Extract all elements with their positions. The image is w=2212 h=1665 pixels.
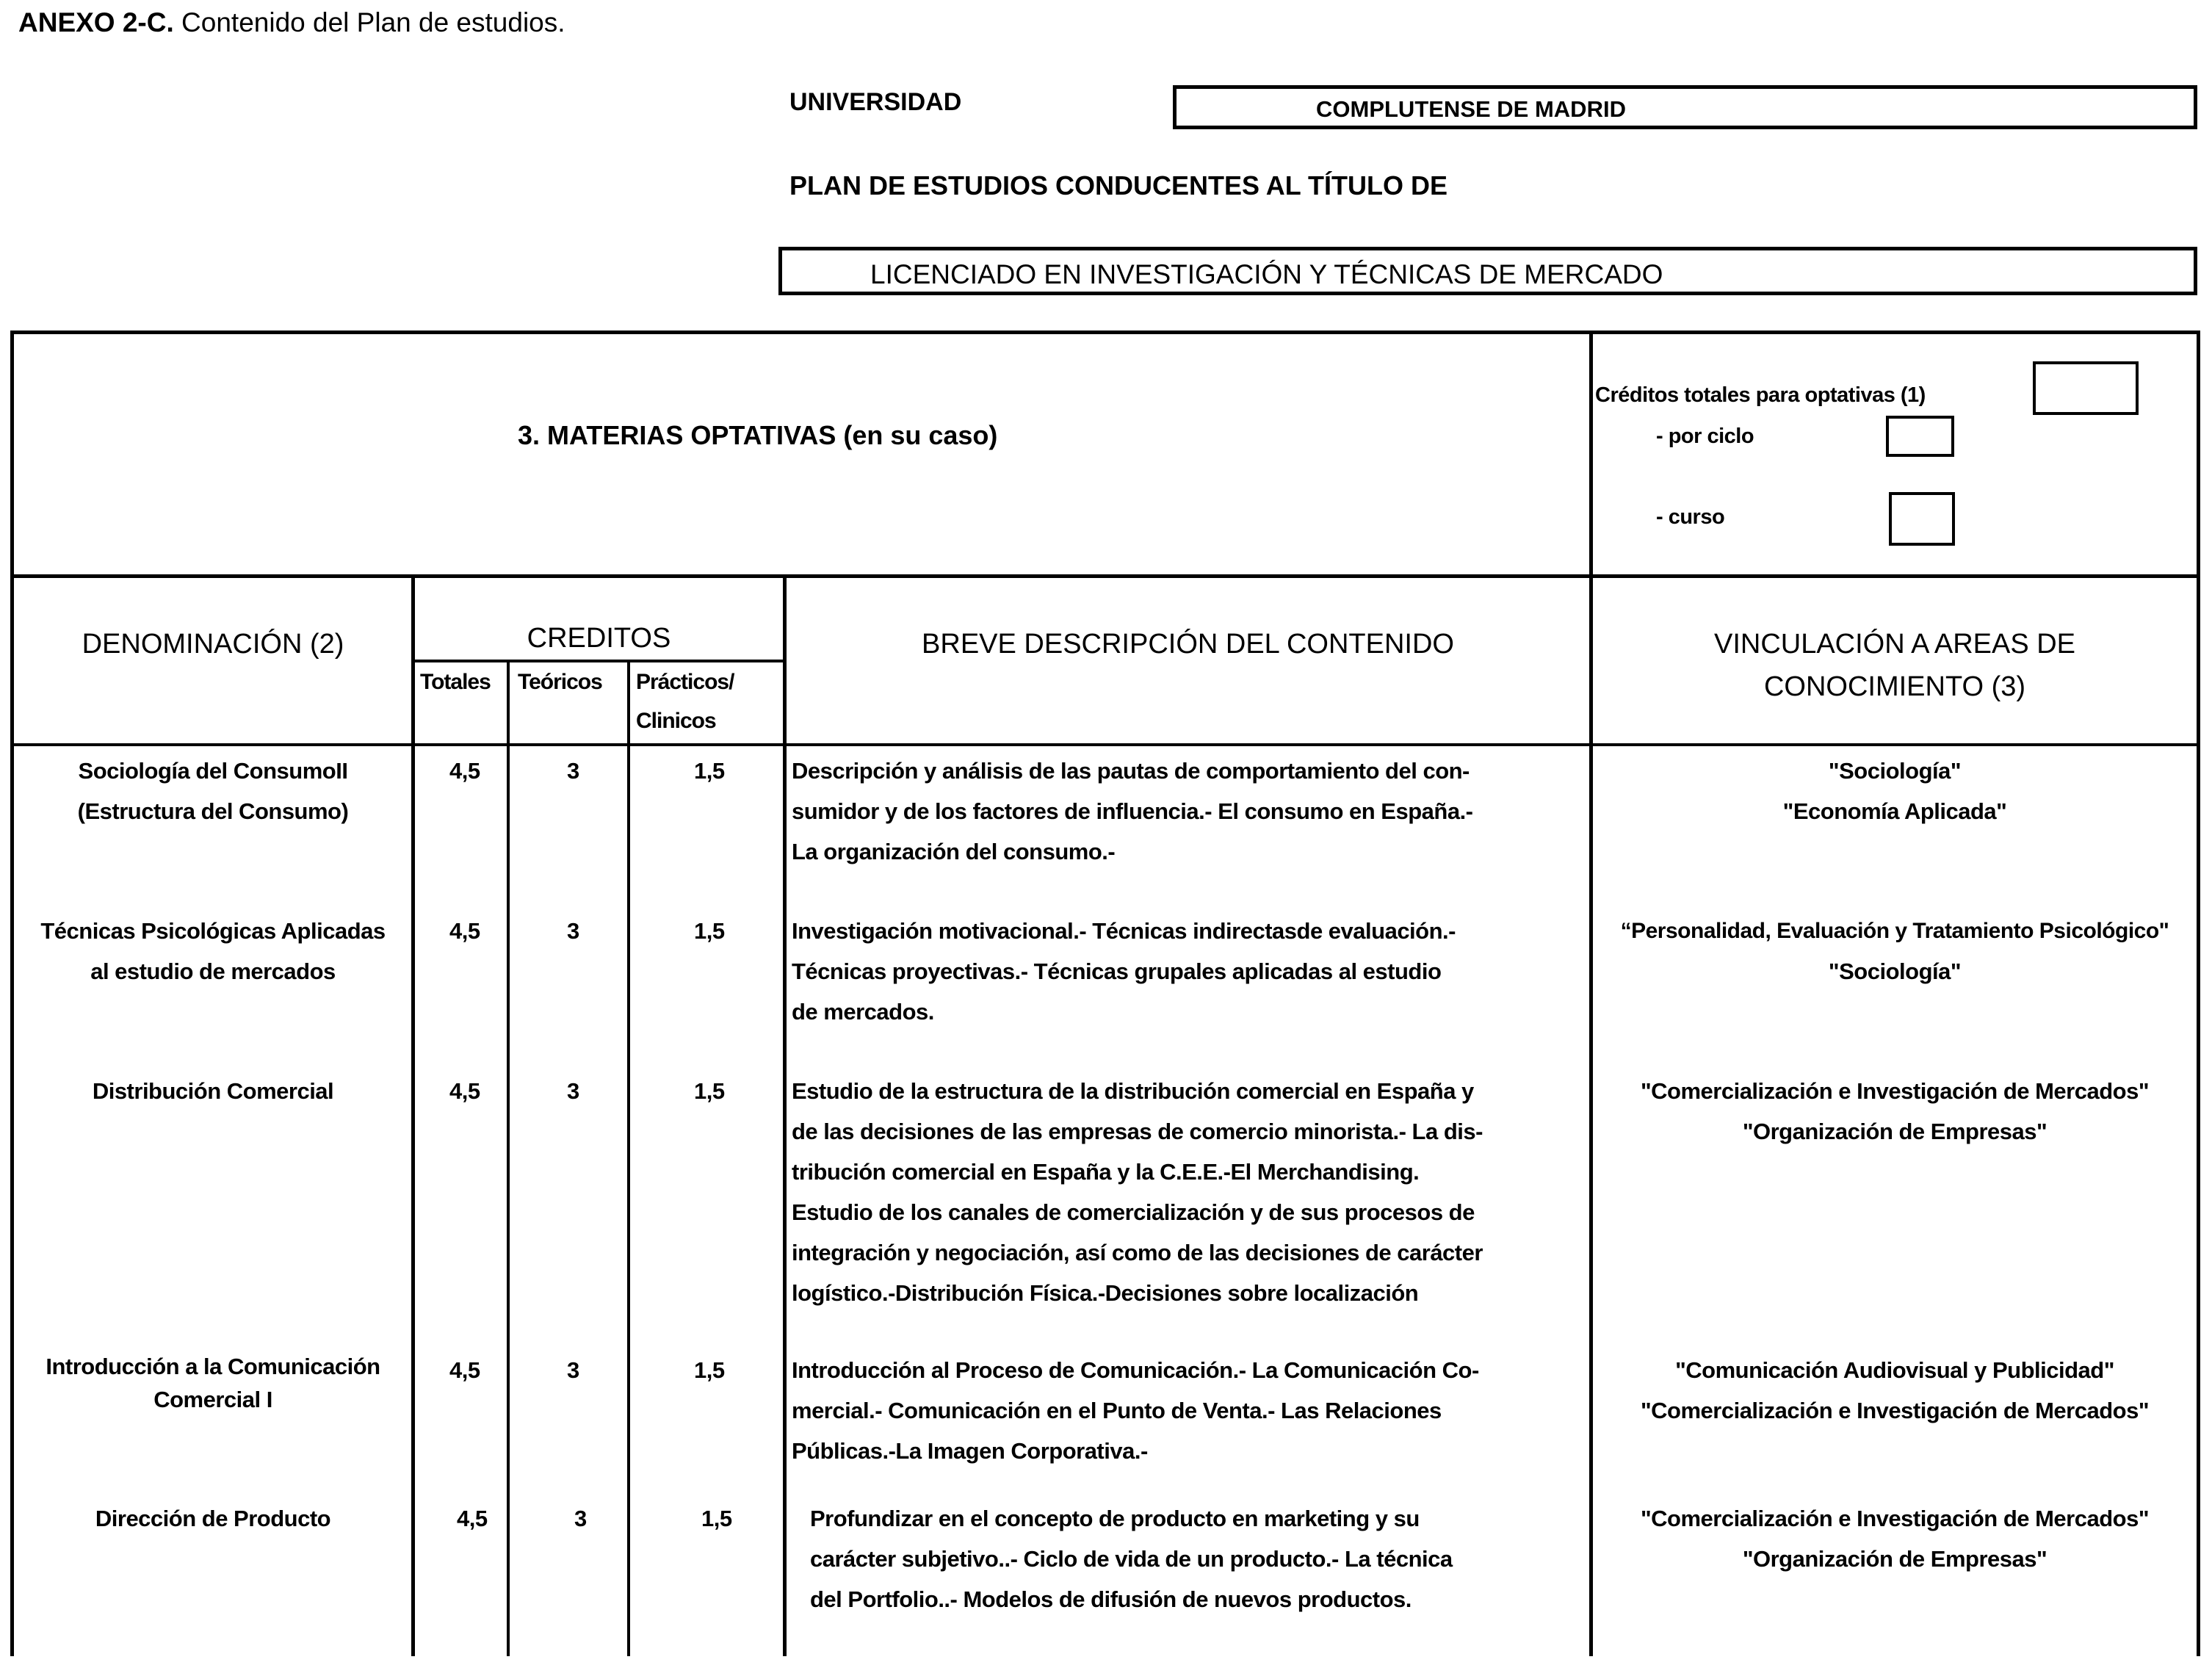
row-2-desc-line-3: de mercados. [792,999,934,1025]
row-3-desc-line-6: logístico.-Distribución Física.-Decisiones sobre localización [792,1280,1419,1306]
credits-total-label: Créditos totales para optativas (1) [1595,383,1926,407]
row-4-totals: 4,5 [449,1357,480,1383]
col-name-header: DENOMINACIÓN (2) [82,629,344,660]
table-right-rule [2197,331,2200,1656]
annex-subtitle: Contenido del Plan de estudios. [173,7,565,37]
row-1-description [792,751,1473,872]
row-1-desc-line-3: La organización del consumo.- [792,839,1116,864]
row-3-areas [1593,1071,2197,1152]
row-2-desc-line-2: Técnicas proyectivas.- Técnicas grupales aplicadas al estudio [792,958,1442,984]
totals-col-rule [507,660,510,1656]
row-4-theory: 3 [567,1357,579,1383]
row-3-desc-line-1: Estudio de la estructura de la distribución comercial en España y [792,1078,1474,1104]
credits-col-left-rule [411,577,415,1656]
col-theory-header: Teóricos [518,670,602,694]
row-5-totals: 4,5 [457,1506,488,1531]
section-bottom-rule [10,574,2200,578]
row-2-name-line-1: Técnicas Psicológicas Aplicadas [40,918,386,944]
row-2-areas [1593,911,2197,992]
table-row-2-name [15,911,411,992]
table-row-3-name [15,1071,411,1111]
row-5-desc-line-3: del Portfolio..- Modelos de difusión de nuevos productos. [810,1586,1412,1612]
row-4-area-2: "Comercialización e Investigación de Mercados" [1640,1398,2150,1423]
row-2-desc-line-1: Investigación motivacional.- Técnicas indirectasde evaluación.- [792,918,1456,944]
row-3-practice: 1,5 [694,1078,725,1104]
row-5-area-2: "Organización de Empresas" [1742,1546,2047,1572]
row-2-theory: 3 [567,918,579,944]
theory-col-rule [627,660,630,1656]
col-practice-header-2: Clinicos [636,709,716,733]
course-box[interactable] [1889,492,1955,546]
row-4-desc-line-1: Introducción al Proceso de Comunicación.- La Comunicación Co- [792,1357,1479,1383]
university-value: COMPLUTENSE DE MADRID [1316,96,1626,122]
row-1-name-line-1: Sociología del ConsumoII [78,758,348,784]
row-2-area-2: "Sociología" [1828,958,1962,984]
row-4-areas [1593,1350,2197,1431]
row-5-areas [1593,1498,2197,1579]
row-4-desc-line-3: Públicas.-La Imagen Corporativa.- [792,1438,1148,1464]
row-3-area-2: "Organización de Empresas" [1742,1119,2047,1144]
row-1-area-2: "Economía Aplicada" [1782,798,2007,824]
course-label: - curso [1656,505,1725,529]
row-2-name-line-2: al estudio de mercados [90,958,336,984]
annex-label: ANEXO 2-C. [18,7,174,37]
row-4-name-line-2: Comercial I [153,1387,272,1412]
row-5-desc-line-2: carácter subjetivo..- Ciclo de vida de un producto.- La técnica [810,1546,1453,1572]
table-left-rule [10,331,14,1656]
row-3-name-line-1: Distribución Comercial [92,1078,334,1104]
degree-value: LICENCIADO EN INVESTIGACIÓN Y TÉCNICAS DE MERCADO [870,259,1663,289]
description-col-rule [783,577,787,1656]
row-3-theory: 3 [567,1078,579,1104]
row-1-name-line-2: (Estructura del Consumo) [77,798,349,824]
table-row-5-name [15,1498,411,1539]
row-2-practice: 1,5 [694,918,725,944]
row-3-desc-line-2: de las decisiones de las empresas de comercio minorista.- La dis- [792,1119,1483,1144]
header-bottom-rule [10,743,2200,746]
col-areas-header-1: VINCULACIÓN A AREAS DE [1713,629,2076,660]
row-2-area-1: “Personalidad, Evaluación y Tratamiento Psicológico" [1620,919,2169,943]
row-2-totals: 4,5 [449,918,480,944]
row-1-practice: 1,5 [694,758,725,784]
table-row-1-name [15,751,411,831]
row-1-area-1: "Sociología" [1828,758,1962,784]
row-1-totals: 4,5 [449,758,480,784]
annex-title [18,7,565,38]
row-1-desc-line-1: Descripción y análisis de las pautas de comportamiento del con- [792,758,1470,784]
col-areas-header-2: CONOCIMIENTO (3) [1763,671,2026,702]
col-totals-header: Totales [420,670,491,694]
col-description-header: BREVE DESCRIPCIÓN DEL CONTENIDO [922,629,1454,660]
row-4-area-1: "Comunicación Audiovisual y Publicidad" [1675,1357,2114,1383]
col-credits-header: CREDITOS [527,623,671,654]
row-1-desc-line-2: sumidor y de los factores de influencia.- El consumo en España.- [792,798,1473,824]
row-1-areas [1593,751,2197,831]
col-practice-header-1: Prácticos/ [636,670,734,694]
row-3-totals: 4,5 [449,1078,480,1104]
row-5-practice: 1,5 [701,1506,732,1531]
row-3-desc-line-5: integración y negociación, así como de las decisiones de carácter [792,1240,1483,1265]
row-4-description [792,1350,1479,1471]
degree-box [778,247,2197,295]
row-2-description [792,911,1456,1032]
row-3-desc-line-3: tribución comercial en España y la C.E.E.-El Merchandising. [792,1159,1420,1185]
university-label: UNIVERSIDAD [789,88,962,116]
per-cycle-label: - por ciclo [1656,425,1754,448]
row-4-practice: 1,5 [694,1357,725,1383]
row-5-desc-line-1: Profundizar en el concepto de producto en marketing y su [810,1506,1420,1531]
table-row-4-name [15,1350,411,1416]
row-5-area-1: "Comercialización e Investigación de Mercados" [1640,1506,2150,1531]
university-box [1173,85,2197,129]
section-title: 3. MATERIAS OPTATIVAS (en su caso) [518,420,998,450]
credits-total-box[interactable] [2033,361,2139,415]
credits-sub-rule [411,660,786,662]
row-4-desc-line-2: mercial.- Comunicación en el Punto de Venta.- Las Relaciones [792,1398,1442,1423]
per-cycle-box[interactable] [1886,416,1954,457]
row-5-name-line-1: Dirección de Producto [95,1506,331,1531]
row-3-desc-line-4: Estudio de los canales de comercialización y de sus procesos de [792,1199,1475,1225]
row-1-theory: 3 [567,758,579,784]
row-4-name-line-1: Introducción a la Comunicación [46,1354,380,1379]
row-3-area-1: "Comercialización e Investigación de Mercados" [1640,1078,2150,1104]
table-top-rule [10,331,2200,334]
row-5-theory: 3 [574,1506,587,1531]
plan-label: PLAN DE ESTUDIOS CONDUCENTES AL TÍTULO DE [789,170,1448,201]
row-5-description [810,1498,1453,1619]
areas-col-rule [1589,331,1593,1656]
row-3-description [792,1071,1483,1313]
